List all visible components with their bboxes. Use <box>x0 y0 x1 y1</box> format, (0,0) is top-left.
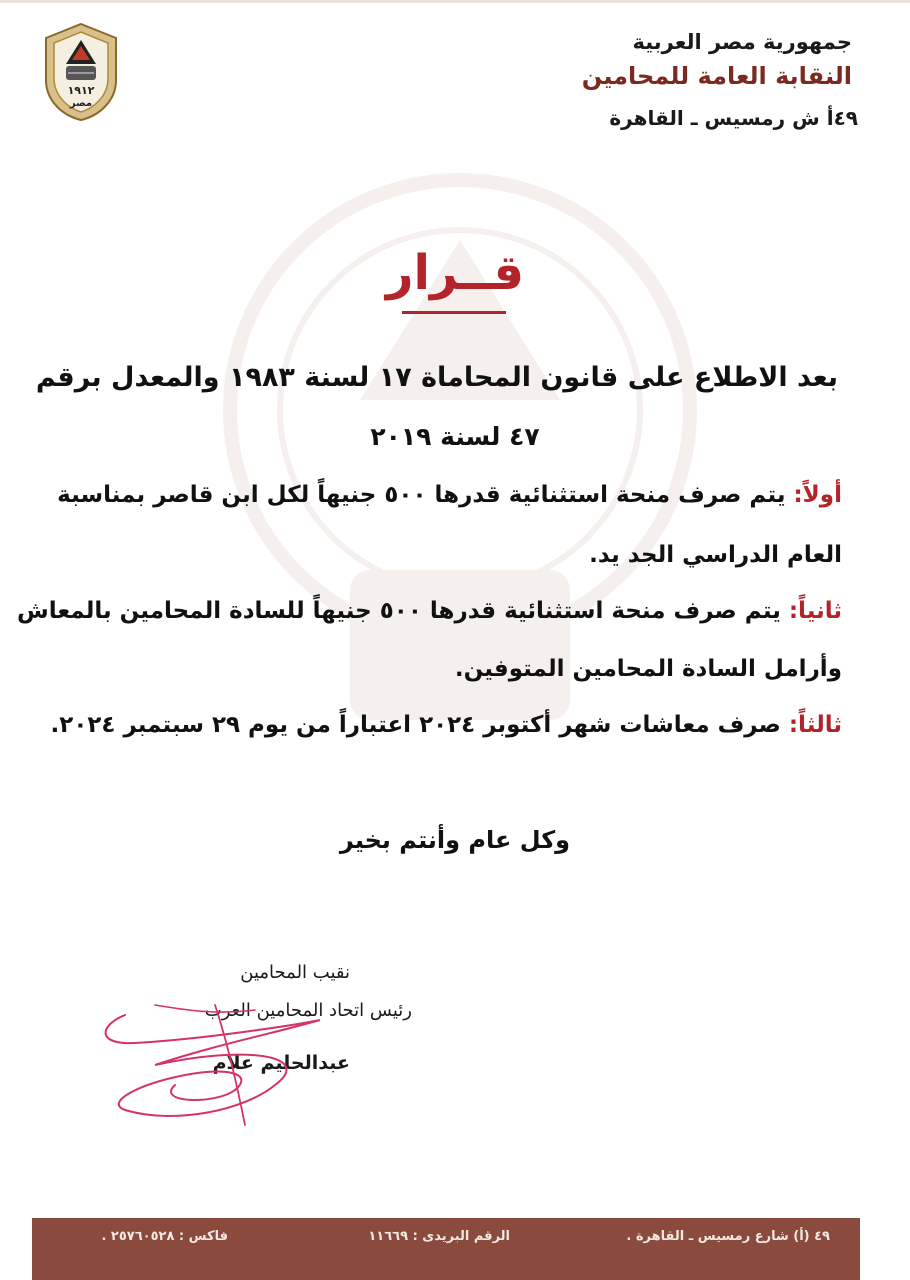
item-second-line-2: وأرامل السادة المحامين المتوفين. <box>454 656 842 682</box>
logo-year: ١٩١٢ <box>67 84 95 97</box>
header-syndicate: النقابة العامة للمحامين <box>581 62 852 90</box>
item-first-text: يتم صرف منحة استثنائية قدرها ٥٠٠ جنيهاً لكل ابن قاصر بمناسبة <box>57 482 794 508</box>
item-second-label: ثانياً: <box>788 598 842 624</box>
handwritten-signature <box>95 985 325 1135</box>
header-country: جمهورية مصر العربية <box>632 30 852 54</box>
item-third-label: ثالثاً: <box>788 712 842 738</box>
intro-line-1: بعد الاطلاع على قانون المحاماة ١٧ لسنة ١٩٨٣ والمعدل برقم <box>35 362 838 393</box>
footer-fax: فاكس : ٢٥٧٦٠٥٢٨ . <box>101 1229 228 1244</box>
footer-address: ٤٩ (أ) شارع رمسيس ـ القاهرة . <box>626 1229 830 1244</box>
syndicate-logo-icon <box>42 22 120 122</box>
logo-country: مصر <box>69 98 93 109</box>
item-first-line-1 <box>57 482 842 508</box>
footer-postal-code: الرقم البريدى : ١١٦٦٩ <box>368 1229 510 1244</box>
item-first-line-2: العام الدراسي الجد يد. <box>589 542 842 568</box>
signatory-name: عبدالحليم علام <box>212 1052 350 1074</box>
item-third-text: صرف معاشات شهر أكتوبر ٢٠٢٤ اعتباراً من يوم ٢٩ سبتمبر ٢٠٢٤. <box>50 712 789 738</box>
item-second-text: يتم صرف منحة استثنائية قدرها ٥٠٠ جنيهاً للسادة المحامين بالمعاش <box>16 598 789 624</box>
closing-greeting: وكل عام وأنتم بخير <box>339 826 571 854</box>
header-address: ٤٩أ ش رمسيس ـ القاهرة <box>609 106 858 130</box>
decision-title: قــرار <box>385 245 525 301</box>
footer-band <box>32 1218 860 1280</box>
item-third-line-1 <box>51 712 842 738</box>
item-second-line-1 <box>17 598 842 624</box>
item-first-label: أولاً: <box>793 482 842 508</box>
title-underline <box>402 311 506 314</box>
signatory-role-1: نقيب المحامين <box>240 962 350 983</box>
top-border <box>0 0 910 3</box>
signatory-role-2: رئيس اتحاد المحامين العرب <box>204 1000 412 1021</box>
intro-line-2: ٤٧ لسنة ٢٠١٩ <box>370 422 540 451</box>
